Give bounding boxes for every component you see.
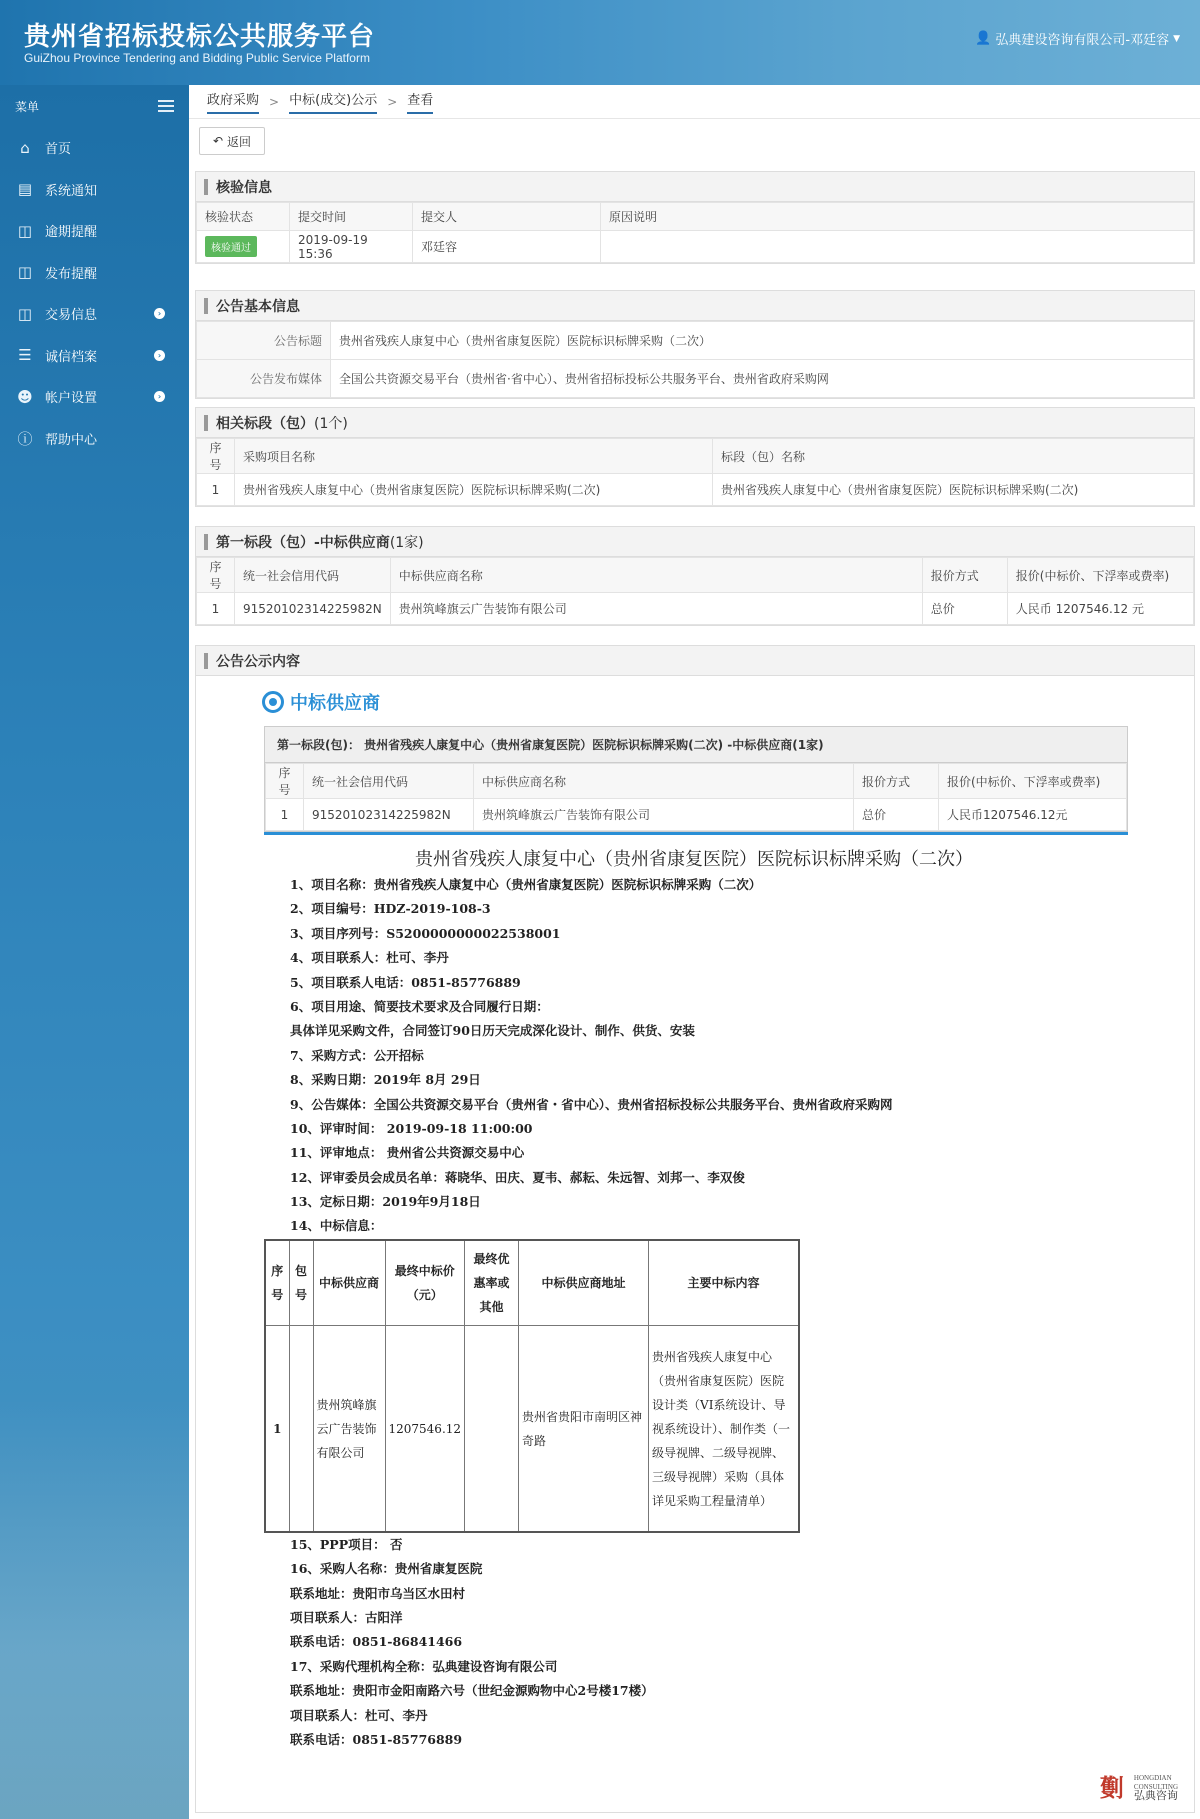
column-header: 包号 [289,1240,313,1326]
document-line: 2、项目编号：HDZ-2019-108-3 [290,901,491,917]
column-header: 报价(中标价、下浮率或费率) [939,764,1127,799]
sidebar-item-help-center[interactable] [0,418,189,460]
column-header: 标段（包）名称 [713,439,1194,474]
column-header: 统一社会信用代码 [235,558,391,593]
document-line: 1、项目名称：贵州省残疾人康复中心（贵州省康复医院）医院标识标牌采购（二次） [290,877,762,892]
folder-icon: ◫ [17,263,33,282]
breadcrumb-item[interactable]: 政府采购 [207,89,259,114]
winner-heading [262,688,1194,716]
sidebar-menu-head [0,85,189,127]
table-cell: 总价 [854,799,939,831]
sidebar-item-overdue-reminder[interactable] [0,210,189,252]
column-header: 中标供应商地址 [519,1240,649,1326]
column-header: 序号 [265,1240,289,1326]
award-table [264,1239,800,1533]
sidebar-item-label: 帐户设置 [45,391,98,407]
chevron-right-icon: › [154,308,165,319]
basic-info-panel [195,290,1195,399]
announcement-document [264,845,1124,1752]
document-line: 项目联系人：杜可、李丹 [290,1707,428,1723]
table-row [266,799,1127,831]
document-line: 12、评审委员会成员名单：蒋晓华、田庆、夏韦、郝耘、朱远智、刘邦一、李双俊 [290,1169,745,1185]
table-cell: 91520102314225982N [304,799,474,831]
table-cell: 2019-09-19 15:36 [290,231,413,263]
caret-down-icon: ▼ [1173,33,1180,44]
header-bar [204,653,208,669]
document-line: 具体详见采购文件，合同签订90日历天完成深化设计、制作、供货、安装 [290,1023,695,1039]
column-header: 中标供应商名称 [390,558,922,593]
sidebar-item-label: 系统通知 [45,183,98,199]
table-row [197,360,1194,398]
sidebar-item-home[interactable] [0,127,189,169]
document-line: 联系地址：贵阳市乌当区水田村 [290,1585,466,1601]
document-line: 10、评审时间： 2019-09-18 11:00:00 [290,1120,533,1136]
home-icon: ⌂ [20,138,30,157]
column-header: 中标供应商 [313,1240,385,1326]
back-label: 返回 [227,134,252,149]
document-line: 14、中标信息： [290,1218,383,1234]
table-cell: 贵州省残疾人康复中心（贵州省康复医院）医院标识标牌采购(二次) [713,474,1194,506]
chevron-right-icon: > [387,94,398,109]
column-header: 序号 [197,558,235,593]
verify-table [196,202,1194,263]
column-header: 提交时间 [290,203,413,231]
winners-table [196,557,1194,625]
column-header: 序号 [266,764,304,799]
document-line: 项目联系人：古阳洋 [290,1610,403,1626]
panel-title: 公告基本信息 [216,298,300,315]
winners-panel [195,526,1195,626]
document-line: 15、PPP项目： 否 [290,1536,403,1552]
column-header: 最终优惠率或其他 [465,1240,519,1326]
panel-count: (1个) [314,415,348,432]
sections-table [196,438,1194,506]
panel-count: (1家) [389,534,424,551]
document-line: 6、项目用途、简要技术要求及合同履行日期： [290,998,549,1014]
basic-info-table [196,321,1194,398]
panel-header [196,172,1194,202]
document-line: 11、评审地点： 贵州省公共资源交易中心 [290,1145,525,1161]
column-header: 报价方式 [922,558,1007,593]
table-row [197,593,1194,625]
column-header: 统一社会信用代码 [304,764,474,799]
sidebar [0,85,189,1819]
table-cell: 1 [197,593,235,625]
table-cell: 1 [265,1326,289,1532]
folder-icon: ◫ [17,304,33,323]
document-line: 5、项目联系人电话：0851-85776889 [290,974,521,990]
table-cell: 91520102314225982N [235,593,391,625]
divider [264,832,1128,835]
panel-header [196,291,1194,321]
sidebar-item-label: 逾期提醒 [45,225,98,241]
table-cell [465,1326,519,1532]
table-cell: 总价 [922,593,1007,625]
user-icon: 👤 [975,31,992,46]
logo-en-1: HONGDIAN [1133,1774,1172,1782]
table-row [265,1326,799,1532]
table-cell: 贵州省贵阳市南明区神奇路 [519,1326,649,1532]
document-line: 17、采购代理机构全称：弘典建设咨询有限公司 [290,1658,558,1674]
chevron-right-icon: › [154,350,165,361]
panel-title: 第一标段（包）-中标供应商 [216,534,390,551]
platform-subtitle: GuiZhou Province Tendering and Bidding Public Service Platform [24,51,370,65]
table-row [197,322,1194,360]
header-bar [204,298,208,314]
column-header: 原因说明 [601,203,1194,231]
table-cell: 1207546.12 [385,1326,465,1532]
document-title: 贵州省残疾人康复中心（贵州省康复医院）医院标识标牌采购（二次） [415,849,973,870]
column-header: 报价方式 [854,764,939,799]
sidebar-item-trade-info[interactable] [0,293,189,335]
winner-summary-table [265,763,1127,831]
user-icon: ☻ [17,387,33,406]
user-name: 弘典建设咨询有限公司-邓廷容 [995,33,1170,48]
header-bar [204,534,208,550]
logo-mark-icon: 劐 [1099,1773,1124,1802]
table-row [197,231,1194,263]
table-cell: 1 [266,799,304,831]
table-cell: 人民币 1207546.12 元 [1007,593,1193,625]
panel-title: 公告公示内容 [216,653,300,670]
folder-icon: ◫ [17,221,33,240]
column-header: 中标供应商名称 [474,764,854,799]
sections-panel [195,407,1195,507]
sidebar-item-label: 发布提醒 [45,266,98,282]
panel-title: 相关标段（包） [216,415,314,432]
chevron-right-icon: > [269,94,280,109]
logo-text [1134,1774,1178,1802]
document-line: 13、定标日期：2019年9月18日 [290,1194,481,1210]
panel-header [196,646,1194,676]
announcement-content-panel [195,645,1195,1813]
sidebar-item-label: 交易信息 [45,308,98,324]
panel-header [196,527,1194,557]
field-value: 贵州省残疾人康复中心（贵州省康复医院）医院标识标牌采购（二次） [331,322,1194,360]
verify-panel [195,171,1195,264]
logo-en-2: CONSULTING [1133,1783,1178,1791]
platform-title: 贵州省招标投标公共服务平台 [24,22,376,52]
winner-heading-label: 中标供应商 [290,693,380,714]
back-icon: ↶ [212,134,224,148]
sidebar-item-publish-reminder[interactable] [0,252,189,294]
table-row [197,474,1194,506]
column-header: 提交人 [413,203,601,231]
logo-cn: 弘典咨询 [1133,1790,1178,1802]
sidebar-item-label: 首页 [45,142,72,158]
table-cell: 邓廷容 [413,231,601,263]
table-cell [289,1326,313,1532]
panel-header [196,408,1194,438]
announcement-body [196,676,1194,1818]
top-header [0,0,1200,85]
sidebar-background-art [0,1399,189,1819]
main-content [189,85,1200,1819]
monitor-icon: ▤ [17,180,33,199]
table-cell [601,231,1194,263]
column-header: 报价(中标价、下浮率或费率) [1007,558,1193,593]
winner-summary-box [264,726,1128,832]
sidebar-item-credit-archive[interactable] [0,335,189,377]
target-icon [262,691,284,713]
sidebar-item-system-notice[interactable] [0,169,189,211]
hamburger-icon[interactable] [158,100,174,112]
table-cell: 1 [197,474,235,506]
chevron-right-icon: › [154,391,165,402]
table-cell: 贵州筑峰旗云广告装饰有限公司 [313,1326,385,1532]
field-label: 公告发布媒体 [197,360,331,398]
help-icon: ⓘ [17,429,33,448]
status-badge: 核验通过 [205,236,257,257]
document-line: 联系电话：0851-85776889 [290,1731,463,1747]
column-header: 最终中标价（元） [385,1240,465,1326]
document-line: 8、采购日期：2019年 8月 29日 [290,1072,481,1088]
sidebar-item-account-settings[interactable] [0,376,189,418]
document-line: 联系地址：贵阳市金阳南路六号（世纪金源购物中心2号楼17楼） [290,1683,654,1699]
panel-title: 核验信息 [216,179,272,196]
column-header: 核验状态 [197,203,290,231]
table-cell: 贵州筑峰旗云广告装饰有限公司 [390,593,922,625]
sidebar-item-label: 帮助中心 [45,432,98,448]
table-cell [197,231,290,263]
table-cell: 贵州筑峰旗云广告装饰有限公司 [474,799,854,831]
table-cell: 贵州省残疾人康复中心（贵州省康复医院）医院标识标牌采购(二次) [235,474,713,506]
document-line: 4、项目联系人：杜可、李丹 [290,950,449,966]
header-bar [204,179,208,195]
document-line: 7、采购方式：公开招标 [290,1047,424,1063]
table-cell: 贵州省残疾人康复中心（贵州省康复医院）医院设计类（VI系统设计、导视系统设计）、制作类（一级导视牌、二级导视牌、三级导视牌）采购（具体详见采购工程量清单） [649,1326,799,1532]
document-line: 9、公告媒体：全国公共资源交易平台（贵州省・省中心）、贵州省招标投标公共服务平台、贵州省政府采购网 [290,1096,893,1112]
hongdian-logo [1100,1774,1178,1802]
breadcrumb-item[interactable]: 中标(成交)公示 [289,89,377,114]
sidebar-item-label: 诚信档案 [45,349,98,365]
list-icon: ☰ [18,346,32,365]
header-bar [204,415,208,431]
table-cell: 人民币1207546.12元 [939,799,1127,831]
winner-summary-head: 第一标段(包)： 贵州省残疾人康复中心（贵州省康复医院）医院标识标牌采购(二次) -中标供应商(1家) [265,727,1127,763]
column-header: 采购项目名称 [235,439,713,474]
toolbar [189,119,1200,171]
user-menu[interactable] [975,29,1180,48]
column-header: 主要中标内容 [649,1240,799,1326]
field-label: 公告标题 [197,322,331,360]
field-value: 全国公共资源交易平台（贵州省·省中心）、贵州省招标投标公共服务平台、贵州省政府采购网 [331,360,1194,398]
menu-label: 菜单 [15,99,40,114]
document-line: 联系电话：0851-86841466 [290,1634,463,1650]
breadcrumb-item[interactable]: 查看 [407,89,433,114]
breadcrumb [189,85,1200,119]
document-line: 16、采购人名称：贵州省康复医院 [290,1561,483,1577]
column-header: 序号 [197,439,235,474]
back-button[interactable] [199,127,265,155]
document-line: 3、项目序列号：S5200000000022538001 [290,925,561,941]
